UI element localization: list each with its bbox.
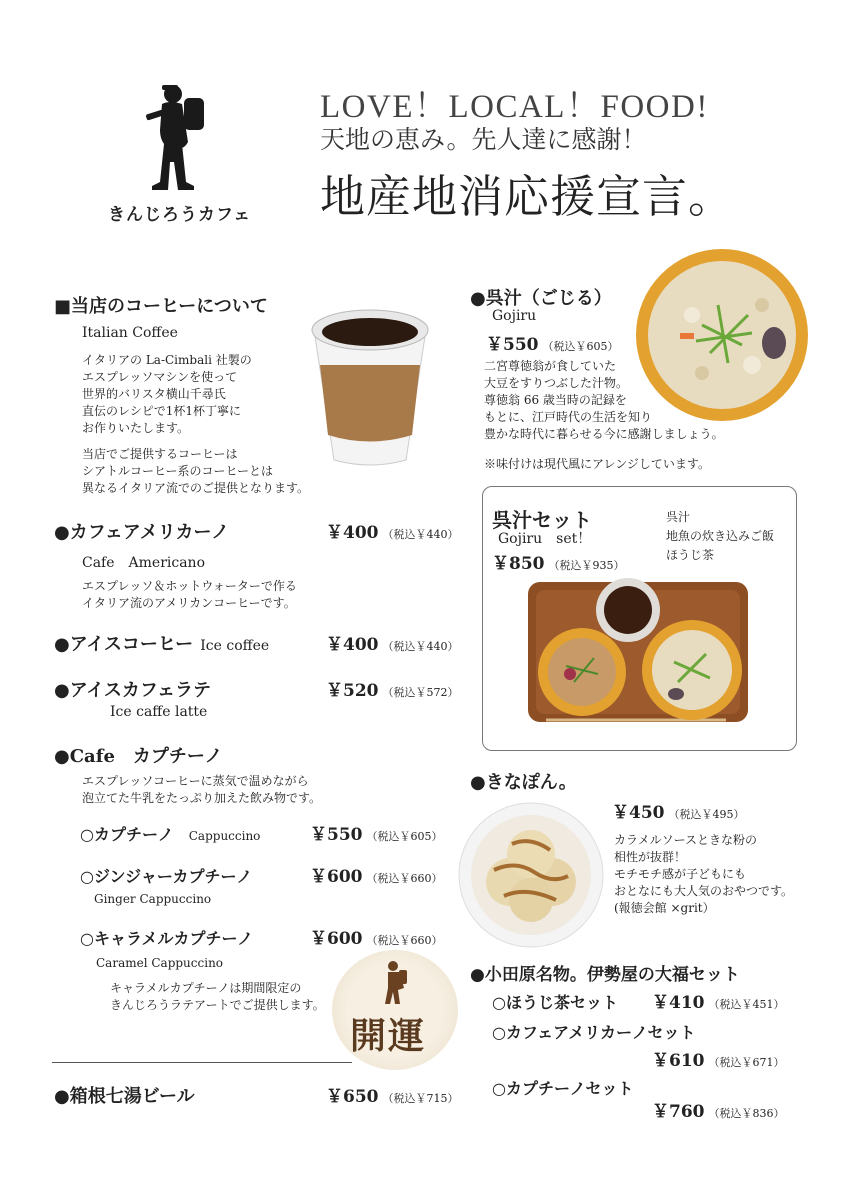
coffee-section-title: ■当店のコーヒーについて — [54, 296, 268, 317]
slogan-japanese-2: 地産地消応援宣言。 — [320, 170, 735, 223]
latte-art-photo — [332, 950, 458, 1070]
americano-english: Cafe Americano — [82, 555, 205, 571]
coffee-section-subtitle: Italian Coffee — [82, 325, 178, 341]
divider — [52, 1062, 352, 1063]
ice-coffee-row: ●アイスコーヒー Ice coffee — [54, 634, 270, 655]
slogan-japanese-1: 天地の恵み。先人達に感謝！ — [320, 125, 647, 154]
gojiru-price: ￥550 （税込￥605） — [486, 335, 619, 355]
americano-set-name: ○カフェアメリカーノセット — [492, 1023, 696, 1042]
coffee-description: イタリアの La-Cimbali 社製の エスプレッソマシンを使って 世界的バリスタ横山千尋氏 直伝のレシピで1杯1杯丁寧に お作りいたします。 — [82, 353, 252, 435]
cappuccino-set-price: ￥760 （税込￥836） — [652, 1102, 785, 1122]
cappuccino-section-title: ●Cafe カプチーノ — [54, 746, 223, 767]
daifuku-section-title: ●小田原名物。伊勢屋の大福セット — [470, 965, 740, 985]
gojiru-set-price: ￥850 （税込￥935） — [492, 554, 625, 574]
latte-figure-icon — [382, 960, 408, 1004]
gojiru-bowl-photo — [632, 245, 812, 425]
ice-latte-price: ￥520 （税込￥572） — [326, 681, 459, 701]
americano-price: ￥400 （税込￥440） — [326, 523, 459, 543]
kinapon-photo — [456, 800, 606, 950]
gojiru-set-english: Gojiru set！ — [498, 531, 592, 547]
gojiru-name: ●呉汁（ごじる） — [470, 288, 612, 309]
cappuccino-set-name: ○カプチーノセット — [492, 1079, 634, 1098]
beer-price: ￥650 （税込￥715） — [326, 1087, 459, 1107]
hojicha-set-name: ○ほうじ茶セット — [492, 993, 618, 1012]
hojicha-set-price: ￥410 （税込￥451） — [652, 993, 785, 1013]
ice-latte-name: ●アイスカフェラテ — [54, 680, 212, 701]
slogan-english: LOVE！LOCAL！FOOD! — [320, 89, 709, 125]
gojiru-description: 二宮尊徳翁が食していた 大豆をすりつぶした汁物。 尊徳翁 66 歳当時の記録を もとに、江戸時代の生活を知り 豊かな時代に暮らせる今に感謝しましょう。 — [484, 359, 724, 441]
cappuccino-price: ￥550 （税込￥605） — [310, 825, 443, 845]
coffee-description-2: 当店でご提供するコーヒーは シアトルコーヒー系のコーヒーとは 異なるイタリア流でのご提供となります。 — [82, 447, 310, 495]
gojiru-set-title: 呉汁セット — [492, 508, 592, 532]
ginger-cappuccino-price: ￥600 （税込￥660） — [310, 867, 443, 887]
latte-art-text: 開運 — [350, 1015, 427, 1057]
caramel-cappuccino-note: キャラメルカプチーノは期間限定の きんじろうラテアートでご提供します。 — [110, 981, 325, 1012]
ice-latte-english: Ice caffe latte — [110, 704, 208, 720]
gojiru-english: Gojiru — [492, 308, 537, 324]
americano-name: ●カフェアメリカーノ — [54, 522, 230, 543]
cappuccino-item: ○カプチーノ Cappuccino — [80, 825, 261, 844]
americano-set-price: ￥610 （税込￥671） — [652, 1051, 785, 1071]
logo-text: きんじろうカフェ — [108, 205, 252, 225]
cappuccino-description: エスプレッソコーヒーに蒸気で温めながら 泡立てた牛乳をたっぷり加えた飲み物です。 — [82, 774, 322, 805]
kinapon-name: ●きなぽん。 — [470, 772, 577, 793]
caramel-cappuccino-price: ￥600 （税込￥660） — [310, 929, 443, 949]
ice-coffee-price: ￥400 （税込￥440） — [326, 635, 459, 655]
gojiru-set-photo — [526, 578, 750, 730]
gojiru-set-contents: 呉汁 地魚の炊き込みご飯 ほうじ茶 — [666, 510, 775, 562]
americano-description: エスプレッソ＆ホットウォーターで作る イタリア流のアメリカンコーヒーです。 — [82, 579, 297, 610]
ginger-cappuccino-name: ○ジンジャーカプチーノ — [80, 867, 253, 886]
coffee-cup-photo — [300, 300, 440, 470]
kinapon-price: ￥450 （税込￥495） — [612, 803, 745, 823]
ginger-cappuccino-english: Ginger Cappuccino — [94, 892, 212, 906]
kinapon-description: カラメルソースときな粉の 相性が抜群！ モチモチ感が子どもにも おとなにも大人気のおやつです。 (報徳会館 ×grit） — [614, 833, 794, 915]
kinjiro-logo-icon — [140, 82, 220, 194]
caramel-cappuccino-name: ○キャラメルカプチーノ — [80, 929, 254, 948]
caramel-cappuccino-english: Caramel Cappuccino — [96, 956, 224, 970]
gojiru-note: ※味付けは現代風にアレンジしています。 — [484, 457, 710, 471]
beer-name: ●箱根七湯ビール — [54, 1086, 195, 1107]
